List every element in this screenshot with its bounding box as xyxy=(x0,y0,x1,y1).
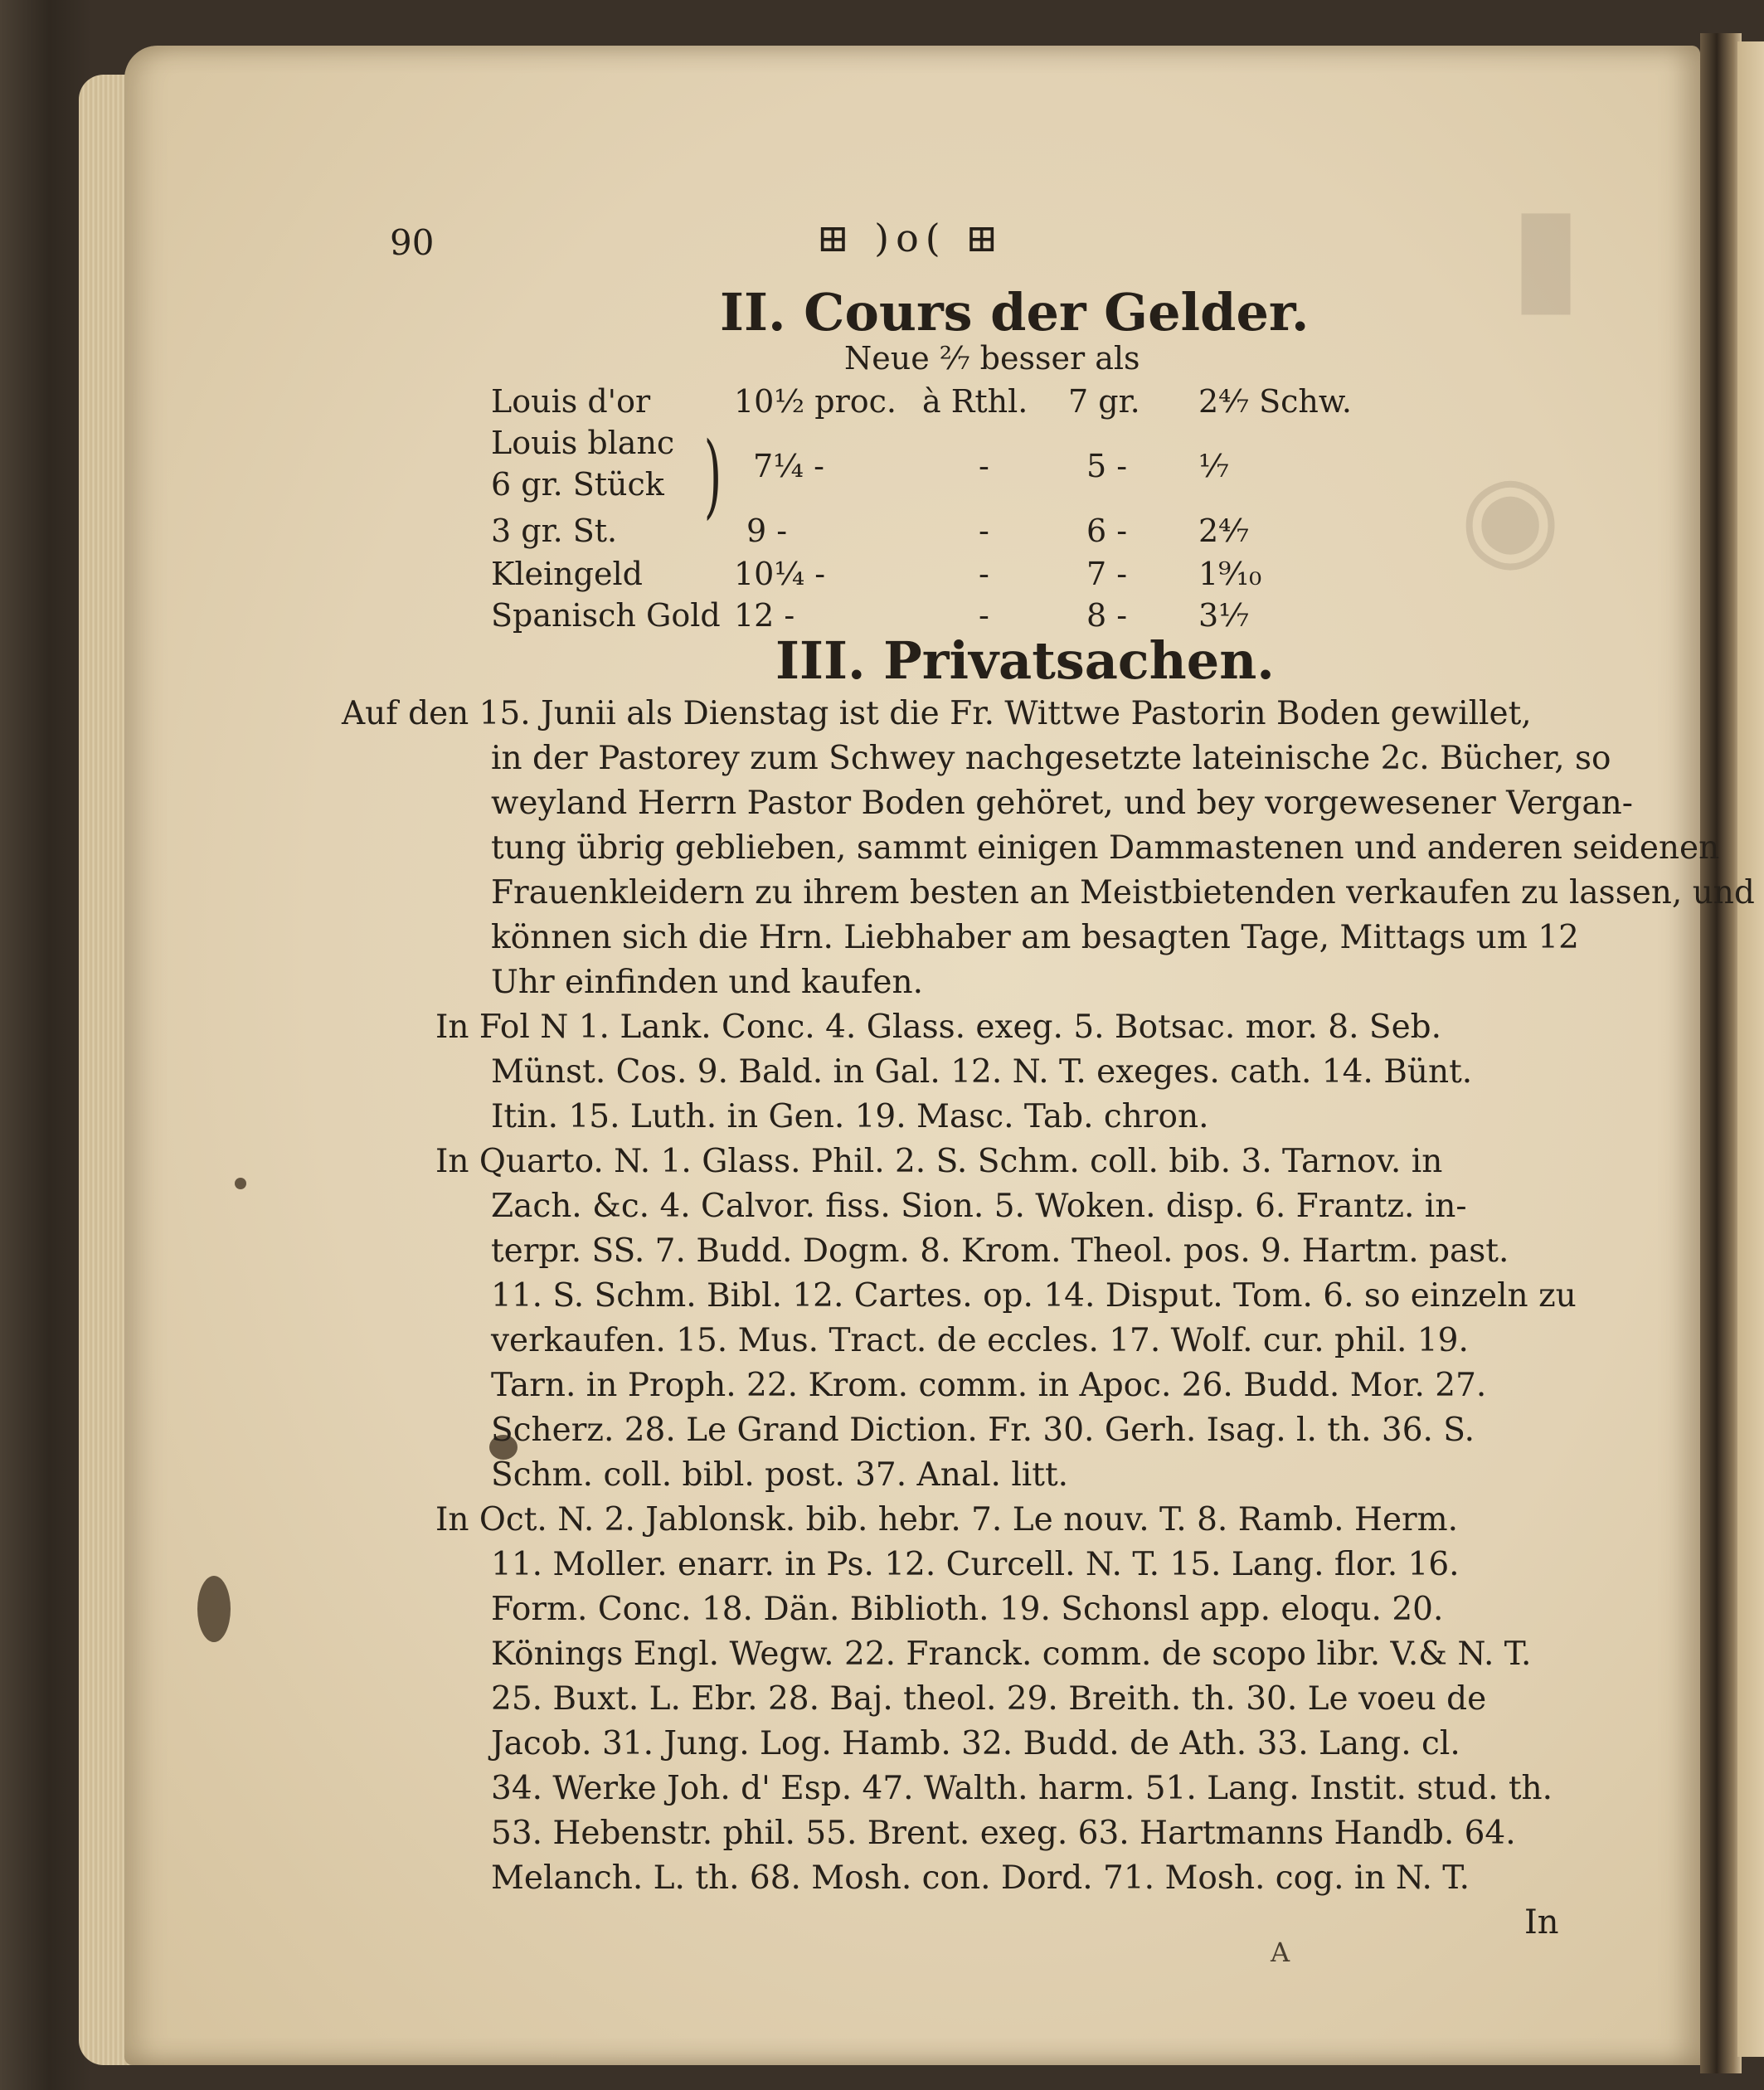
octavo-list-line: In Oct. N. 2. Jablonsk. bib. hebr. 7. Le nouv. T. 8. Ramb. Herm. xyxy=(435,1501,1459,1538)
rate-pct: 10½ proc. xyxy=(734,383,897,420)
octavo-list-line: 53. Hebenstr. phil. 55. Brent. exeg. 63. Hartmanns Handb. 64. xyxy=(491,1815,1516,1852)
text-line: Auf den 15. Junii als Dienstag ist die Fr. Wittwe Pastorin Boden gewillet, xyxy=(342,695,1532,732)
catchword: In xyxy=(1524,1903,1559,1942)
text-line: in der Pastorey zum Schwey nachgesetzte lateinische 2c. Bücher, so xyxy=(491,740,1611,777)
rate-name: Spanisch Gold xyxy=(491,597,721,634)
folio-list-line: In Fol N 1. Lank. Conc. 4. Glass. exeg. 5. Botsac. mor. 8. Seb. xyxy=(435,1009,1442,1046)
section-subtitle: Neue ²⁄₇ besser als xyxy=(844,340,1140,377)
rate-name: 3 gr. St. xyxy=(491,513,618,549)
rate-unit: à Rthl. xyxy=(922,383,1028,420)
page-number: 90 xyxy=(390,222,435,263)
quarto-list-line: 11. S. Schm. Bibl. 12. Cartes. op. 14. Disput. Tom. 6. so einzeln zu xyxy=(491,1277,1577,1315)
rate-pct: 12 - xyxy=(734,597,795,634)
quarto-list-line: terpr. SS. 7. Budd. Dogm. 8. Krom. Theol. pos. 9. Hartm. past. xyxy=(491,1232,1509,1270)
rate-pct: 7¼ - xyxy=(753,448,824,484)
header-ornament: ⊞ )o( ⊞ xyxy=(817,216,1004,260)
section-title-cours: II. Cours der Gelder. xyxy=(720,282,1310,343)
octavo-list-line: Melanch. L. th. 68. Mosh. con. Dord. 71. Mosh. cog. in N. T. xyxy=(491,1859,1470,1897)
octavo-list-line: 34. Werke Joh. d' Esp. 47. Walth. harm. 51. Lang. Instit. stud. th. xyxy=(491,1770,1553,1807)
quarto-list-line: In Quarto. N. 1. Glass. Phil. 2. S. Schm. coll. bib. 3. Tarnov. in xyxy=(435,1143,1443,1180)
quarto-list-line: verkaufen. 15. Mus. Tract. de eccles. 17. Wolf. cur. phil. 19. xyxy=(491,1322,1469,1359)
folio-list-line: Münst. Cos. 9. Bald. in Gal. 12. N. T. exeges. cath. 14. Bünt. xyxy=(491,1053,1473,1091)
rate-schw: 2⁴⁄₇ xyxy=(1198,513,1249,549)
rate-pct: 9 - xyxy=(746,513,788,549)
grouping-brace: ) xyxy=(703,422,722,528)
rate-gr: 7 gr. xyxy=(1068,383,1140,420)
rate-name: Kleingeld xyxy=(491,556,643,592)
text-line: Frauenkleidern zu ihrem besten an Meistbietenden verkaufen zu lassen, und xyxy=(491,874,1755,911)
rate-gr: 5 - xyxy=(1086,448,1128,484)
rate-unit: - xyxy=(979,513,989,549)
text-line: können sich die Hrn. Liebhaber am besagten Tage, Mittags um 12 xyxy=(491,919,1579,956)
rate-schw: ¹⁄₇ xyxy=(1198,448,1229,484)
octavo-list-line: Jacob. 31. Jung. Log. Hamb. 32. Budd. de Ath. 33. Lang. cl. xyxy=(491,1725,1460,1762)
rate-gr: 6 - xyxy=(1086,513,1128,549)
rate-unit: - xyxy=(979,597,989,634)
section-title-privatsachen: III. Privatsachen. xyxy=(775,630,1275,691)
signature-mark: A xyxy=(1271,1937,1290,1968)
rate-unit: - xyxy=(979,556,989,592)
quarto-list-line: Schm. coll. bibl. post. 37. Anal. litt. xyxy=(491,1456,1069,1494)
text-line: Uhr einfinden und kaufen. xyxy=(491,964,924,1001)
rate-gr: 8 - xyxy=(1086,597,1128,634)
rate-unit: - xyxy=(979,448,989,484)
quarto-list-line: Tarn. in Proph. 22. Krom. comm. in Apoc. 26. Budd. Mor. 27. xyxy=(491,1367,1487,1404)
bleed-through-mark: ▮ xyxy=(1509,174,1583,330)
rate-name: Louis d'or xyxy=(491,383,651,420)
octavo-list-line: Form. Conc. 18. Dän. Biblioth. 19. Schonsl app. eloqu. 20. xyxy=(491,1591,1444,1628)
rate-pct: 10¼ - xyxy=(734,556,826,592)
text-line: weyland Herrn Pastor Boden gehöret, und bey vorgewesener Vergan- xyxy=(491,785,1633,822)
rate-name: 6 gr. Stück xyxy=(491,466,664,503)
quarto-list-line: Zach. &c. 4. Calvor. fiss. Sion. 5. Woken. disp. 6. Frantz. in- xyxy=(491,1188,1467,1225)
octavo-list-line: 11. Moller. enarr. in Ps. 12. Curcell. N. T. 15. Lang. flor. 16. xyxy=(491,1546,1460,1583)
folio-list-line: Itin. 15. Luth. in Gen. 19. Masc. Tab. chron. xyxy=(491,1098,1209,1135)
quarto-list-line: Scherz. 28. Le Grand Diction. Fr. 30. Gerh. Isag. l. th. 36. S. xyxy=(491,1412,1475,1449)
bleed-through-mark-2: ◉ xyxy=(1460,448,1562,584)
rate-schw: 3¹⁄₇ xyxy=(1198,597,1249,634)
rate-schw: 1⁹⁄₁₀ xyxy=(1198,556,1262,592)
octavo-list-line: 25. Buxt. L. Ebr. 28. Baj. theol. 29. Breith. th. 30. Le voeu de xyxy=(491,1680,1487,1718)
octavo-list-line: Könings Engl. Wegw. 22. Franck. comm. de scopo libr. V.& N. T. xyxy=(491,1636,1532,1673)
rate-gr: 7 - xyxy=(1086,556,1128,592)
text-line: tung übrig geblieben, sammt einigen Dammastenen und anderen seidenen xyxy=(491,829,1720,867)
rate-name: Louis blanc xyxy=(491,425,675,461)
rate-schw: 2⁴⁄₇ Schw. xyxy=(1198,383,1352,420)
